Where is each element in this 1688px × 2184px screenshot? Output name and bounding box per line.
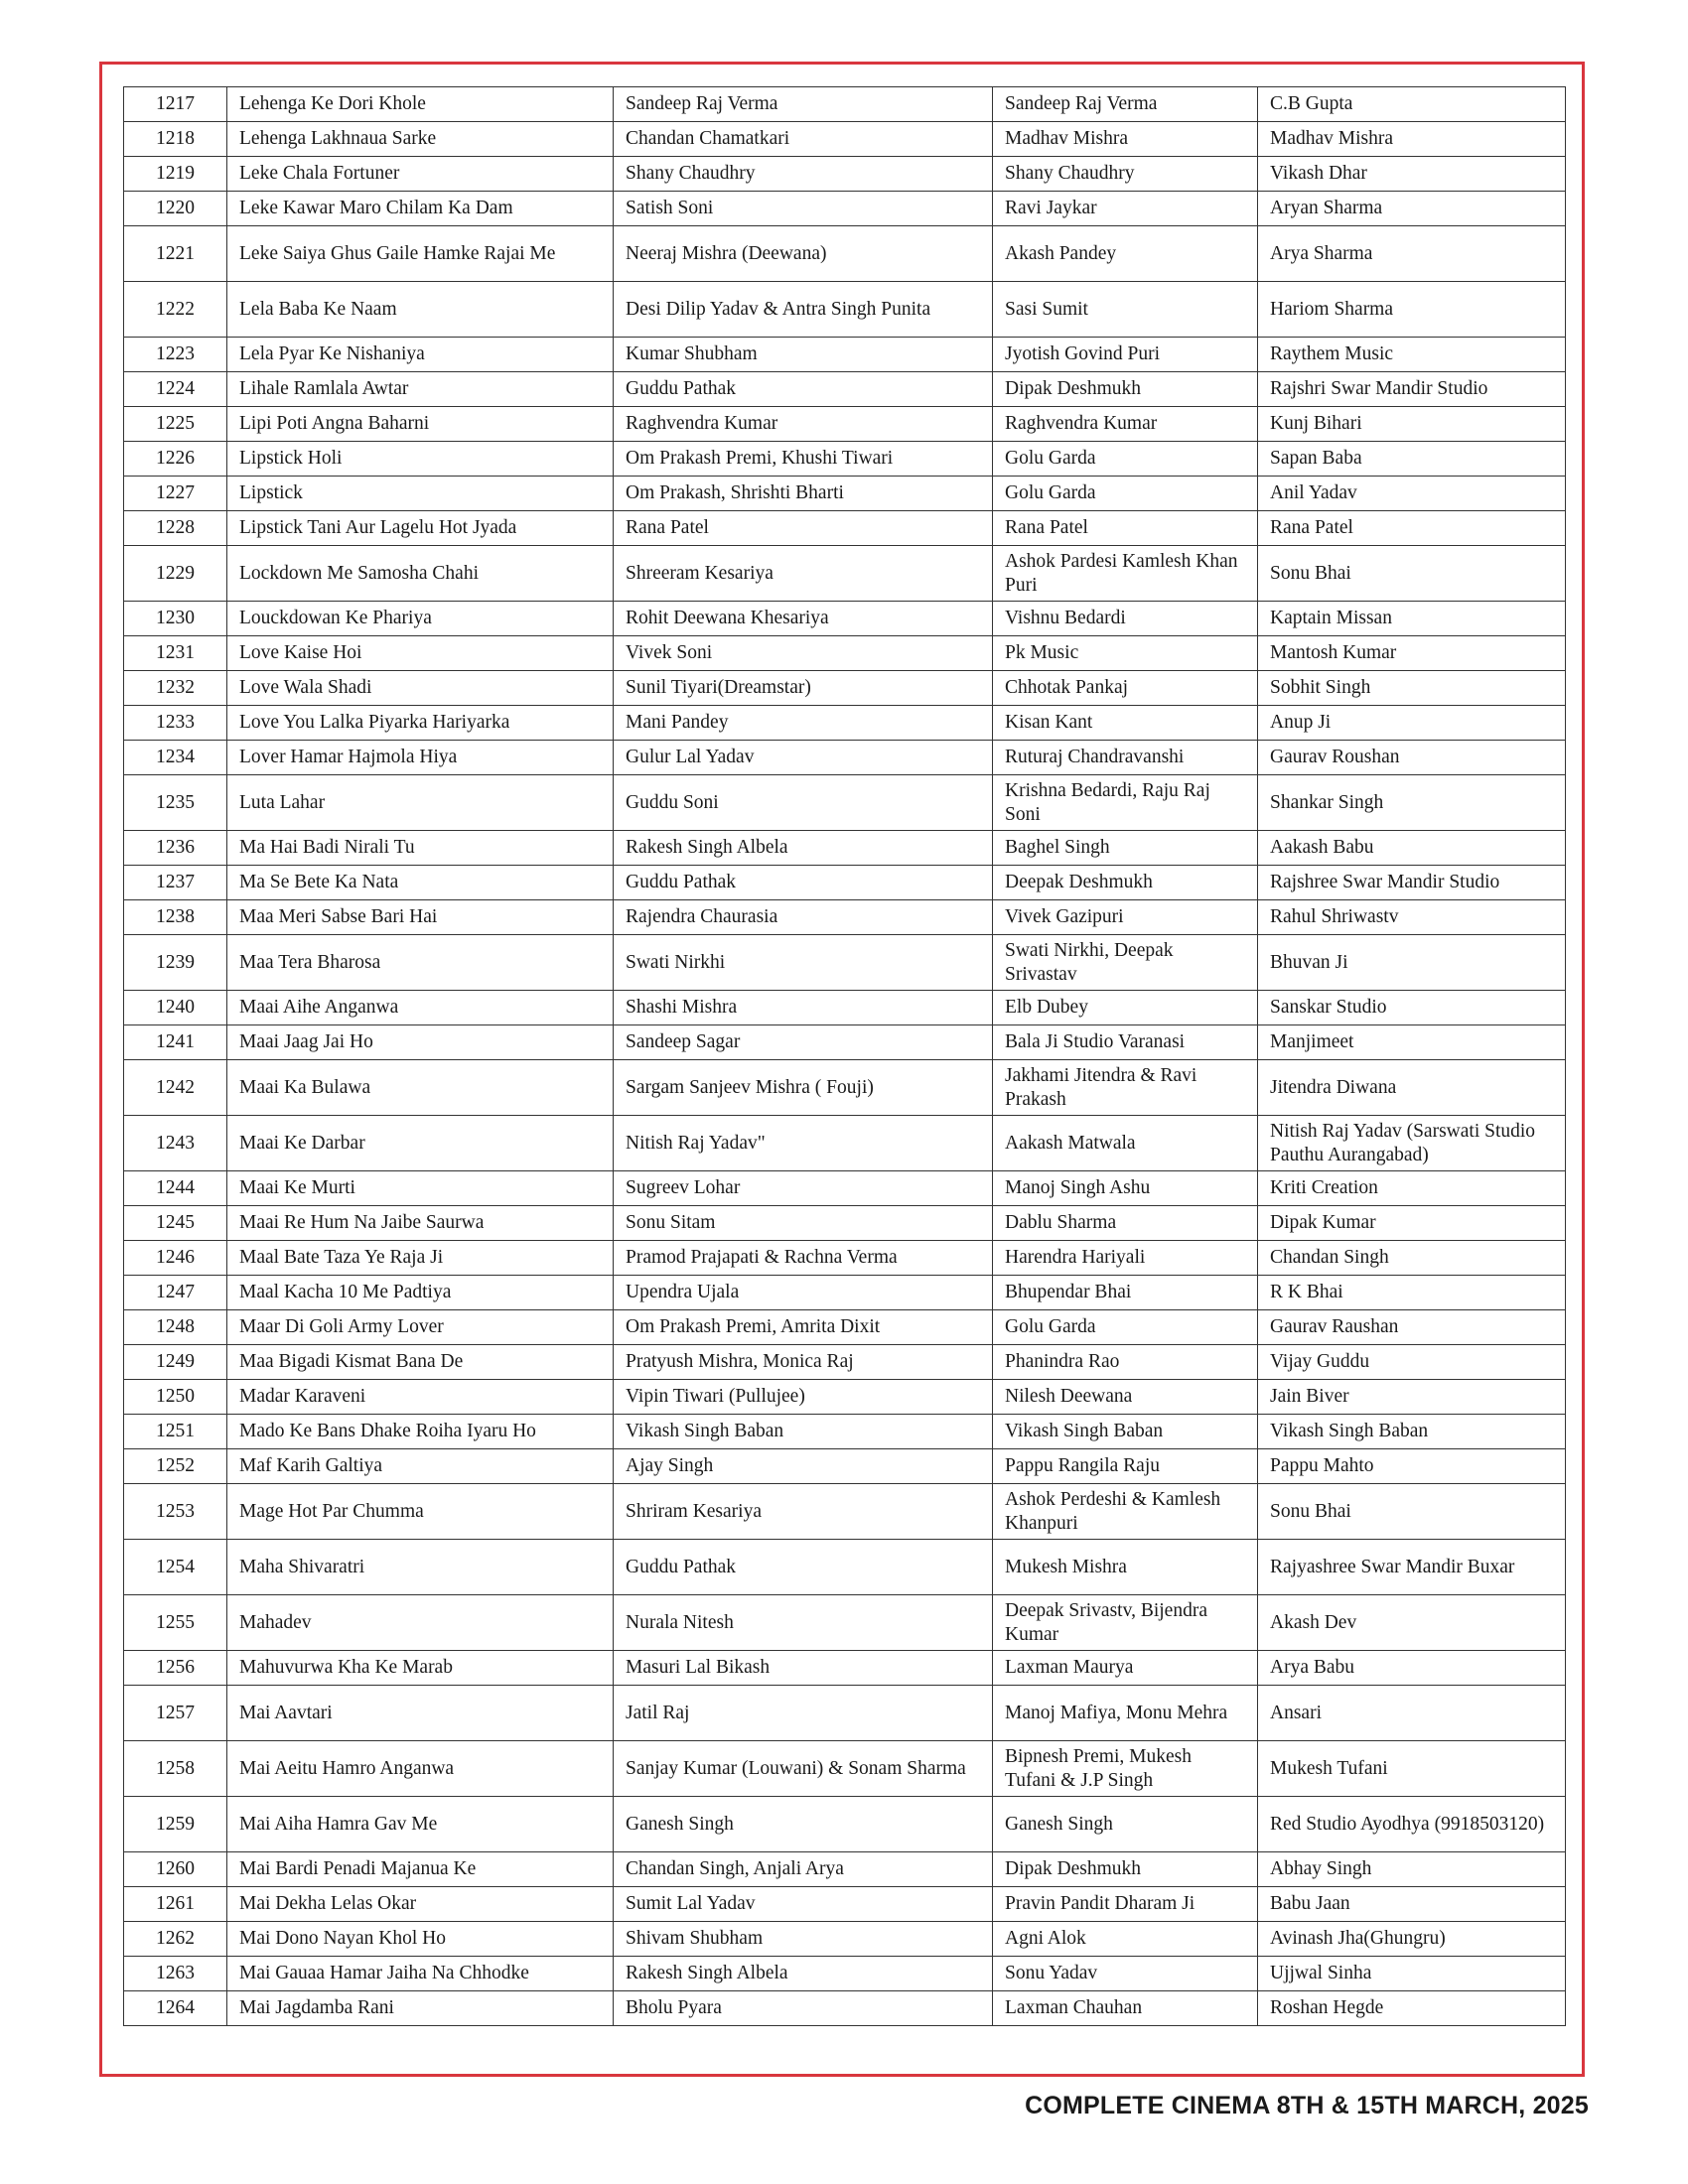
table-row — [124, 706, 1566, 741]
music-cell: Raythem Music — [1258, 338, 1566, 372]
music-cell: Rajshri Swar Mandir Studio — [1258, 372, 1566, 407]
song-title-cell: Leke Chala Fortuner — [227, 157, 614, 192]
singer-cell: Sargam Sanjeev Mishra ( Fouji) — [614, 1060, 993, 1116]
song-title-cell: Lela Pyar Ke Nishaniya — [227, 338, 614, 372]
table-row — [124, 1025, 1566, 1060]
serial-number-cell: 1221 — [124, 226, 227, 282]
song-title-cell: Lipi Poti Angna Baharni — [227, 407, 614, 442]
lyricist-cell: Elb Dubey — [993, 991, 1258, 1025]
music-cell: Akash Dev — [1258, 1595, 1566, 1651]
song-title-cell: Maha Shivaratri — [227, 1540, 614, 1595]
music-cell: Babu Jaan — [1258, 1887, 1566, 1922]
song-title-cell: Lover Hamar Hajmola Hiya — [227, 741, 614, 775]
lyricist-cell: Dablu Sharma — [993, 1206, 1258, 1241]
song-title-cell: Maai Jaag Jai Ho — [227, 1025, 614, 1060]
table-row — [124, 1484, 1566, 1540]
singer-cell: Vivek Soni — [614, 636, 993, 671]
lyricist-cell: Dipak Deshmukh — [993, 372, 1258, 407]
table-row — [124, 1957, 1566, 1991]
serial-number-cell: 1261 — [124, 1887, 227, 1922]
lyricist-cell: Golu Garda — [993, 1310, 1258, 1345]
music-cell: R K Bhai — [1258, 1276, 1566, 1310]
singer-cell: Guddu Pathak — [614, 866, 993, 900]
singer-cell: Sonu Sitam — [614, 1206, 993, 1241]
singer-cell: Mani Pandey — [614, 706, 993, 741]
song-title-cell: Lipstick Holi — [227, 442, 614, 477]
lyricist-cell: Sonu Yadav — [993, 1957, 1258, 1991]
lyricist-cell: Sandeep Raj Verma — [993, 87, 1258, 122]
singer-cell: Satish Soni — [614, 192, 993, 226]
serial-number-cell: 1244 — [124, 1171, 227, 1206]
song-title-cell: Maa Meri Sabse Bari Hai — [227, 900, 614, 935]
serial-number-cell: 1226 — [124, 442, 227, 477]
music-cell: Kaptain Missan — [1258, 602, 1566, 636]
song-table — [123, 86, 1566, 2026]
singer-cell: Chandan Singh, Anjali Arya — [614, 1852, 993, 1887]
serial-number-cell: 1222 — [124, 282, 227, 338]
table-row — [124, 1060, 1566, 1116]
singer-cell: Rohit Deewana Khesariya — [614, 602, 993, 636]
serial-number-cell: 1231 — [124, 636, 227, 671]
lyricist-cell: Rana Patel — [993, 511, 1258, 546]
lyricist-cell: Dipak Deshmukh — [993, 1852, 1258, 1887]
table-row — [124, 775, 1566, 831]
serial-number-cell: 1262 — [124, 1922, 227, 1957]
table-row — [124, 1540, 1566, 1595]
serial-number-cell: 1234 — [124, 741, 227, 775]
music-cell: Sonu Bhai — [1258, 1484, 1566, 1540]
serial-number-cell: 1225 — [124, 407, 227, 442]
music-cell: Abhay Singh — [1258, 1852, 1566, 1887]
table-row — [124, 831, 1566, 866]
serial-number-cell: 1259 — [124, 1797, 227, 1852]
serial-number-cell: 1251 — [124, 1415, 227, 1449]
serial-number-cell: 1224 — [124, 372, 227, 407]
singer-cell: Chandan Chamatkari — [614, 122, 993, 157]
table-row — [124, 741, 1566, 775]
serial-number-cell: 1254 — [124, 1540, 227, 1595]
serial-number-cell: 1250 — [124, 1380, 227, 1415]
song-title-cell: Leke Kawar Maro Chilam Ka Dam — [227, 192, 614, 226]
music-cell: Roshan Hegde — [1258, 1991, 1566, 2026]
music-cell: Mantosh Kumar — [1258, 636, 1566, 671]
song-title-cell: Maai Re Hum Na Jaibe Saurwa — [227, 1206, 614, 1241]
lyricist-cell: Ashok Perdeshi & Kamlesh Khanpuri — [993, 1484, 1258, 1540]
table-row — [124, 122, 1566, 157]
music-cell: Sapan Baba — [1258, 442, 1566, 477]
singer-cell: Guddu Pathak — [614, 372, 993, 407]
song-title-cell: Mado Ke Bans Dhake Roiha Iyaru Ho — [227, 1415, 614, 1449]
song-title-cell: Lockdown Me Samosha Chahi — [227, 546, 614, 602]
song-title-cell: Maar Di Goli Army Lover — [227, 1310, 614, 1345]
music-cell: Shankar Singh — [1258, 775, 1566, 831]
music-cell: Mukesh Tufani — [1258, 1741, 1566, 1797]
music-cell: Sonu Bhai — [1258, 546, 1566, 602]
serial-number-cell: 1242 — [124, 1060, 227, 1116]
song-title-cell: Lihale Ramlala Awtar — [227, 372, 614, 407]
table-row — [124, 1887, 1566, 1922]
table-row — [124, 226, 1566, 282]
table-row — [124, 1171, 1566, 1206]
singer-cell: Rajendra Chaurasia — [614, 900, 993, 935]
lyricist-cell: Nilesh Deewana — [993, 1380, 1258, 1415]
table-row — [124, 546, 1566, 602]
song-title-cell: Mai Bardi Penadi Majanua Ke — [227, 1852, 614, 1887]
song-title-cell: Maal Kacha 10 Me Padtiya — [227, 1276, 614, 1310]
singer-cell: Guddu Soni — [614, 775, 993, 831]
singer-cell: Pramod Prajapati & Rachna Verma — [614, 1241, 993, 1276]
serial-number-cell: 1237 — [124, 866, 227, 900]
singer-cell: Neeraj Mishra (Deewana) — [614, 226, 993, 282]
singer-cell: Nurala Nitesh — [614, 1595, 993, 1651]
song-title-cell: Mai Jagdamba Rani — [227, 1991, 614, 2026]
table-row — [124, 1651, 1566, 1686]
singer-cell: Bholu Pyara — [614, 1991, 993, 2026]
song-title-cell: Madar Karaveni — [227, 1380, 614, 1415]
music-cell: Aakash Babu — [1258, 831, 1566, 866]
lyricist-cell: Deepak Deshmukh — [993, 866, 1258, 900]
table-row — [124, 1449, 1566, 1484]
serial-number-cell: 1252 — [124, 1449, 227, 1484]
serial-number-cell: 1235 — [124, 775, 227, 831]
serial-number-cell: 1247 — [124, 1276, 227, 1310]
music-cell: Dipak Kumar — [1258, 1206, 1566, 1241]
song-title-cell: Mahuvurwa Kha Ke Marab — [227, 1651, 614, 1686]
table-row — [124, 157, 1566, 192]
serial-number-cell: 1240 — [124, 991, 227, 1025]
serial-number-cell: 1227 — [124, 477, 227, 511]
table-row — [124, 935, 1566, 991]
song-title-cell: Mai Dono Nayan Khol Ho — [227, 1922, 614, 1957]
music-cell: Avinash Jha(Ghungru) — [1258, 1922, 1566, 1957]
music-cell: Vikash Dhar — [1258, 157, 1566, 192]
lyricist-cell: Madhav Mishra — [993, 122, 1258, 157]
lyricist-cell: Golu Garda — [993, 442, 1258, 477]
music-cell: Rana Patel — [1258, 511, 1566, 546]
table-row — [124, 1206, 1566, 1241]
table-row — [124, 338, 1566, 372]
music-cell: Vikash Singh Baban — [1258, 1415, 1566, 1449]
table-row — [124, 991, 1566, 1025]
music-cell: Madhav Mishra — [1258, 122, 1566, 157]
singer-cell: Raghvendra Kumar — [614, 407, 993, 442]
singer-cell: Upendra Ujala — [614, 1276, 993, 1310]
table-row — [124, 511, 1566, 546]
table-row — [124, 1345, 1566, 1380]
song-title-cell: Love Wala Shadi — [227, 671, 614, 706]
lyricist-cell: Harendra Hariyali — [993, 1241, 1258, 1276]
lyricist-cell: Sasi Sumit — [993, 282, 1258, 338]
music-cell: Bhuvan Ji — [1258, 935, 1566, 991]
music-cell: Gaurav Roushan — [1258, 741, 1566, 775]
singer-cell: Swati Nirkhi — [614, 935, 993, 991]
music-cell: Jain Biver — [1258, 1380, 1566, 1415]
music-cell: Red Studio Ayodhya (9918503120) — [1258, 1797, 1566, 1852]
serial-number-cell: 1249 — [124, 1345, 227, 1380]
lyricist-cell: Bala Ji Studio Varanasi — [993, 1025, 1258, 1060]
song-title-cell: Mai Aiha Hamra Gav Me — [227, 1797, 614, 1852]
music-cell: Chandan Singh — [1258, 1241, 1566, 1276]
serial-number-cell: 1218 — [124, 122, 227, 157]
singer-cell: Ganesh Singh — [614, 1797, 993, 1852]
singer-cell: Sanjay Kumar (Louwani) & Sonam Sharma — [614, 1741, 993, 1797]
song-title-cell: Maai Ke Darbar — [227, 1116, 614, 1171]
lyricist-cell: Manoj Singh Ashu — [993, 1171, 1258, 1206]
table-row — [124, 192, 1566, 226]
table-row — [124, 87, 1566, 122]
music-cell: Sobhit Singh — [1258, 671, 1566, 706]
singer-cell: Pratyush Mishra, Monica Raj — [614, 1345, 993, 1380]
music-cell: Ujjwal Sinha — [1258, 1957, 1566, 1991]
lyricist-cell: Pravin Pandit Dharam Ji — [993, 1887, 1258, 1922]
lyricist-cell: Chhotak Pankaj — [993, 671, 1258, 706]
lyricist-cell: Baghel Singh — [993, 831, 1258, 866]
table-row — [124, 1595, 1566, 1651]
serial-number-cell: 1238 — [124, 900, 227, 935]
lyricist-cell: Vivek Gazipuri — [993, 900, 1258, 935]
serial-number-cell: 1248 — [124, 1310, 227, 1345]
singer-cell: Om Prakash Premi, Amrita Dixit — [614, 1310, 993, 1345]
singer-cell: Shriram Kesariya — [614, 1484, 993, 1540]
singer-cell: Rakesh Singh Albela — [614, 831, 993, 866]
serial-number-cell: 1217 — [124, 87, 227, 122]
music-cell: Hariom Sharma — [1258, 282, 1566, 338]
singer-cell: Rana Patel — [614, 511, 993, 546]
song-table-body — [124, 87, 1566, 2026]
table-row — [124, 636, 1566, 671]
table-row — [124, 900, 1566, 935]
lyricist-cell: Pappu Rangila Raju — [993, 1449, 1258, 1484]
song-title-cell: Louckdowan Ke Phariya — [227, 602, 614, 636]
music-cell: Vijay Guddu — [1258, 1345, 1566, 1380]
song-title-cell: Mai Gauaa Hamar Jaiha Na Chhodke — [227, 1957, 614, 1991]
serial-number-cell: 1223 — [124, 338, 227, 372]
music-cell: Arya Babu — [1258, 1651, 1566, 1686]
singer-cell: Nitish Raj Yadav" — [614, 1116, 993, 1171]
lyricist-cell: Golu Garda — [993, 477, 1258, 511]
song-title-cell: Maf Karih Galtiya — [227, 1449, 614, 1484]
music-cell: Gaurav Raushan — [1258, 1310, 1566, 1345]
serial-number-cell: 1220 — [124, 192, 227, 226]
song-title-cell: Leke Saiya Ghus Gaile Hamke Rajai Me — [227, 226, 614, 282]
serial-number-cell: 1232 — [124, 671, 227, 706]
serial-number-cell: 1236 — [124, 831, 227, 866]
serial-number-cell: 1241 — [124, 1025, 227, 1060]
song-title-cell: Maa Tera Bharosa — [227, 935, 614, 991]
singer-cell: Shashi Mishra — [614, 991, 993, 1025]
serial-number-cell: 1260 — [124, 1852, 227, 1887]
lyricist-cell: Bhupendar Bhai — [993, 1276, 1258, 1310]
table-row — [124, 1922, 1566, 1957]
lyricist-cell: Akash Pandey — [993, 226, 1258, 282]
music-cell: C.B Gupta — [1258, 87, 1566, 122]
lyricist-cell: Vikash Singh Baban — [993, 1415, 1258, 1449]
music-cell: Ansari — [1258, 1686, 1566, 1741]
singer-cell: Sandeep Raj Verma — [614, 87, 993, 122]
song-title-cell: Love Kaise Hoi — [227, 636, 614, 671]
song-title-cell: Maa Bigadi Kismat Bana De — [227, 1345, 614, 1380]
serial-number-cell: 1233 — [124, 706, 227, 741]
song-title-cell: Luta Lahar — [227, 775, 614, 831]
serial-number-cell: 1255 — [124, 1595, 227, 1651]
lyricist-cell: Ashok Pardesi Kamlesh Khan Puri — [993, 546, 1258, 602]
lyricist-cell: Raghvendra Kumar — [993, 407, 1258, 442]
singer-cell: Om Prakash, Shrishti Bharti — [614, 477, 993, 511]
singer-cell: Gulur Lal Yadav — [614, 741, 993, 775]
singer-cell: Shivam Shubham — [614, 1922, 993, 1957]
music-cell: Manjimeet — [1258, 1025, 1566, 1060]
lyricist-cell: Phanindra Rao — [993, 1345, 1258, 1380]
serial-number-cell: 1256 — [124, 1651, 227, 1686]
music-cell: Pappu Mahto — [1258, 1449, 1566, 1484]
music-cell: Aryan Sharma — [1258, 192, 1566, 226]
lyricist-cell: Deepak Srivastv, Bijendra Kumar — [993, 1595, 1258, 1651]
table-row — [124, 1852, 1566, 1887]
singer-cell: Ajay Singh — [614, 1449, 993, 1484]
table-row — [124, 282, 1566, 338]
lyricist-cell: Krishna Bedardi, Raju Raj Soni — [993, 775, 1258, 831]
song-title-cell: Maai Ka Bulawa — [227, 1060, 614, 1116]
table-row — [124, 1310, 1566, 1345]
serial-number-cell: 1229 — [124, 546, 227, 602]
lyricist-cell: Shany Chaudhry — [993, 157, 1258, 192]
singer-cell: Shany Chaudhry — [614, 157, 993, 192]
lyricist-cell: Kisan Kant — [993, 706, 1258, 741]
song-title-cell: Mahadev — [227, 1595, 614, 1651]
song-title-cell: Mai Dekha Lelas Okar — [227, 1887, 614, 1922]
table-row — [124, 671, 1566, 706]
table-row — [124, 1797, 1566, 1852]
table-row — [124, 407, 1566, 442]
lyricist-cell: Laxman Chauhan — [993, 1991, 1258, 2026]
song-title-cell: Mai Aeitu Hamro Anganwa — [227, 1741, 614, 1797]
lyricist-cell: Jyotish Govind Puri — [993, 338, 1258, 372]
song-title-cell: Ma Se Bete Ka Nata — [227, 866, 614, 900]
lyricist-cell: Aakash Matwala — [993, 1116, 1258, 1171]
serial-number-cell: 1253 — [124, 1484, 227, 1540]
singer-cell: Jatil Raj — [614, 1686, 993, 1741]
table-row — [124, 1241, 1566, 1276]
lyricist-cell: Vishnu Bedardi — [993, 602, 1258, 636]
serial-number-cell: 1258 — [124, 1741, 227, 1797]
table-row — [124, 1741, 1566, 1797]
singer-cell: Vipin Tiwari (Pullujee) — [614, 1380, 993, 1415]
music-cell: Anup Ji — [1258, 706, 1566, 741]
table-row — [124, 1116, 1566, 1171]
music-cell: Jitendra Diwana — [1258, 1060, 1566, 1116]
singer-cell: Sumit Lal Yadav — [614, 1887, 993, 1922]
lyricist-cell: Agni Alok — [993, 1922, 1258, 1957]
music-cell: Kriti Creation — [1258, 1171, 1566, 1206]
singer-cell: Shreeram Kesariya — [614, 546, 993, 602]
song-title-cell: Mai Aavtari — [227, 1686, 614, 1741]
serial-number-cell: 1245 — [124, 1206, 227, 1241]
serial-number-cell: 1246 — [124, 1241, 227, 1276]
singer-cell: Desi Dilip Yadav & Antra Singh Punita — [614, 282, 993, 338]
song-title-cell: Ma Hai Badi Nirali Tu — [227, 831, 614, 866]
table-row — [124, 1276, 1566, 1310]
singer-cell: Sunil Tiyari(Dreamstar) — [614, 671, 993, 706]
song-title-cell: Lipstick Tani Aur Lagelu Hot Jyada — [227, 511, 614, 546]
singer-cell: Masuri Lal Bikash — [614, 1651, 993, 1686]
music-cell: Rajshree Swar Mandir Studio — [1258, 866, 1566, 900]
footer-title: COMPLETE CINEMA 8TH & 15TH MARCH, 2025 — [1025, 2092, 1589, 2119]
singer-cell: Om Prakash Premi, Khushi Tiwari — [614, 442, 993, 477]
music-cell: Anil Yadav — [1258, 477, 1566, 511]
lyricist-cell: Mukesh Mishra — [993, 1540, 1258, 1595]
song-title-cell: Maai Ke Murti — [227, 1171, 614, 1206]
music-cell: Nitish Raj Yadav (Sarswati Studio Pauthu Aurangabad) — [1258, 1116, 1566, 1171]
lyricist-cell: Ganesh Singh — [993, 1797, 1258, 1852]
lyricist-cell: Laxman Maurya — [993, 1651, 1258, 1686]
music-cell: Arya Sharma — [1258, 226, 1566, 282]
lyricist-cell: Jakhami Jitendra & Ravi Prakash — [993, 1060, 1258, 1116]
singer-cell: Kumar Shubham — [614, 338, 993, 372]
serial-number-cell: 1257 — [124, 1686, 227, 1741]
table-row — [124, 477, 1566, 511]
song-title-cell: Maai Aihe Anganwa — [227, 991, 614, 1025]
serial-number-cell: 1219 — [124, 157, 227, 192]
singer-cell: Sandeep Sagar — [614, 1025, 993, 1060]
music-cell: Sanskar Studio — [1258, 991, 1566, 1025]
table-row — [124, 1991, 1566, 2026]
lyricist-cell: Ravi Jaykar — [993, 192, 1258, 226]
table-row — [124, 1415, 1566, 1449]
lyricist-cell: Ruturaj Chandravanshi — [993, 741, 1258, 775]
lyricist-cell: Pk Music — [993, 636, 1258, 671]
serial-number-cell: 1264 — [124, 1991, 227, 2026]
table-row — [124, 372, 1566, 407]
table-row — [124, 1380, 1566, 1415]
song-title-cell: Lela Baba Ke Naam — [227, 282, 614, 338]
lyricist-cell: Manoj Mafiya, Monu Mehra — [993, 1686, 1258, 1741]
serial-number-cell: 1228 — [124, 511, 227, 546]
singer-cell: Sugreev Lohar — [614, 1171, 993, 1206]
song-title-cell: Lehenga Lakhnaua Sarke — [227, 122, 614, 157]
serial-number-cell: 1243 — [124, 1116, 227, 1171]
table-row — [124, 866, 1566, 900]
music-cell: Rajyashree Swar Mandir Buxar — [1258, 1540, 1566, 1595]
table-row — [124, 1686, 1566, 1741]
music-cell: Rahul Shriwastv — [1258, 900, 1566, 935]
music-cell: Kunj Bihari — [1258, 407, 1566, 442]
singer-cell: Vikash Singh Baban — [614, 1415, 993, 1449]
song-title-cell: Love You Lalka Piyarka Hariyarka — [227, 706, 614, 741]
song-title-cell: Maal Bate Taza Ye Raja Ji — [227, 1241, 614, 1276]
table-row — [124, 602, 1566, 636]
lyricist-cell: Swati Nirkhi, Deepak Srivastav — [993, 935, 1258, 991]
lyricist-cell: Bipnesh Premi, Mukesh Tufani & J.P Singh — [993, 1741, 1258, 1797]
singer-cell: Rakesh Singh Albela — [614, 1957, 993, 1991]
serial-number-cell: 1263 — [124, 1957, 227, 1991]
table-row — [124, 442, 1566, 477]
serial-number-cell: 1230 — [124, 602, 227, 636]
song-title-cell: Lehenga Ke Dori Khole — [227, 87, 614, 122]
serial-number-cell: 1239 — [124, 935, 227, 991]
singer-cell: Guddu Pathak — [614, 1540, 993, 1595]
song-title-cell: Mage Hot Par Chumma — [227, 1484, 614, 1540]
song-title-cell: Lipstick — [227, 477, 614, 511]
